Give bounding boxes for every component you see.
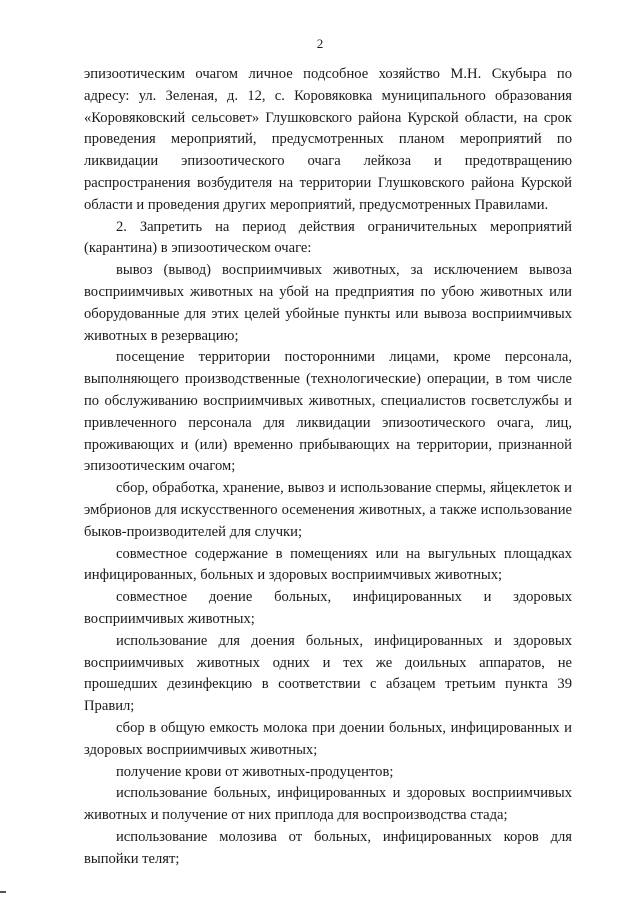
prohibition-item: сбор, обработка, хранение, вывоз и использование спермы, яйцеклеток и эмбрионов для искусственного осеменения животных, а также использование быков-производителей для случки; [84,480,572,540]
paragraph-item-2: 2. Запретить на период действия ограничительных мероприятий (карантина) в эпизоотическом очаге: [84,218,572,257]
document-body [84,64,572,870]
prohibition-item: сбор в общую емкость молока при доении больных, инфицированных и здоровых восприимчивых животных; [84,719,572,758]
prohibition-item: совместное содержание в помещениях или на выгульных площадках инфицированных, больных и здоровых восприимчивых животных; [84,545,572,584]
prohibition-item: использование для доения больных, инфицированных и здоровых восприимчивых животных одних и тех же доильных аппаратов, не прошедших дезинфекцию в соответствии с абзацем третьим пункта 39 Правил; [84,632,572,715]
prohibition-item: посещение территории посторонними лицами, кроме персонала, выполняющего производственные (технологические) операции, в том числе по обслуживанию восприимчивых животных, специалистов госветслужбы и привлеченного персонала для ликвидации эпизоотического очага, лиц, проживающих и (или) временно прибывающих на территории, признанной эпизоотическим очагом; [84,349,572,475]
prohibition-item: совместное доение больных, инфицированных и здоровых восприимчивых животных; [84,589,572,627]
prohibition-item: вывоз (вывод) восприимчивых животных, за исключением вывоза восприимчивых животных на убой на предприятия по убою животных или оборудованные для этих целей убойные пункты или вывоза восприимчивых животных в резервацию; [84,262,572,344]
page-number: 2 [316,36,324,51]
prohibition-item: использование больных, инфицированных и здоровых восприимчивых животных и получение от них приплода для воспроизводства стада; [84,785,572,824]
prohibition-item: получение крови от животных-продуцентов; [116,763,394,780]
scan-edge-mark [0,891,6,893]
prohibition-item: использование молозива от больных, инфицированных коров для выпойки телят; [84,828,572,867]
paragraph-continuation: эпизоотическим очагом личное подсобное хозяйство М.Н. Скубыра по адресу: ул. Зеленая, д. 12, с. Коровяковка муниципального образования «Коровяковский сельсовет» Глушковского района Курской области, на срок проведения мероприятий, предусмотренных планом мероприятий по ликвидации эпизоотического очага лейкоза и предотвращению распространения возбудителя на территории Глушковского района Курской области и проведения других мероприятий, предусмотренных Правилами. [84,66,572,213]
